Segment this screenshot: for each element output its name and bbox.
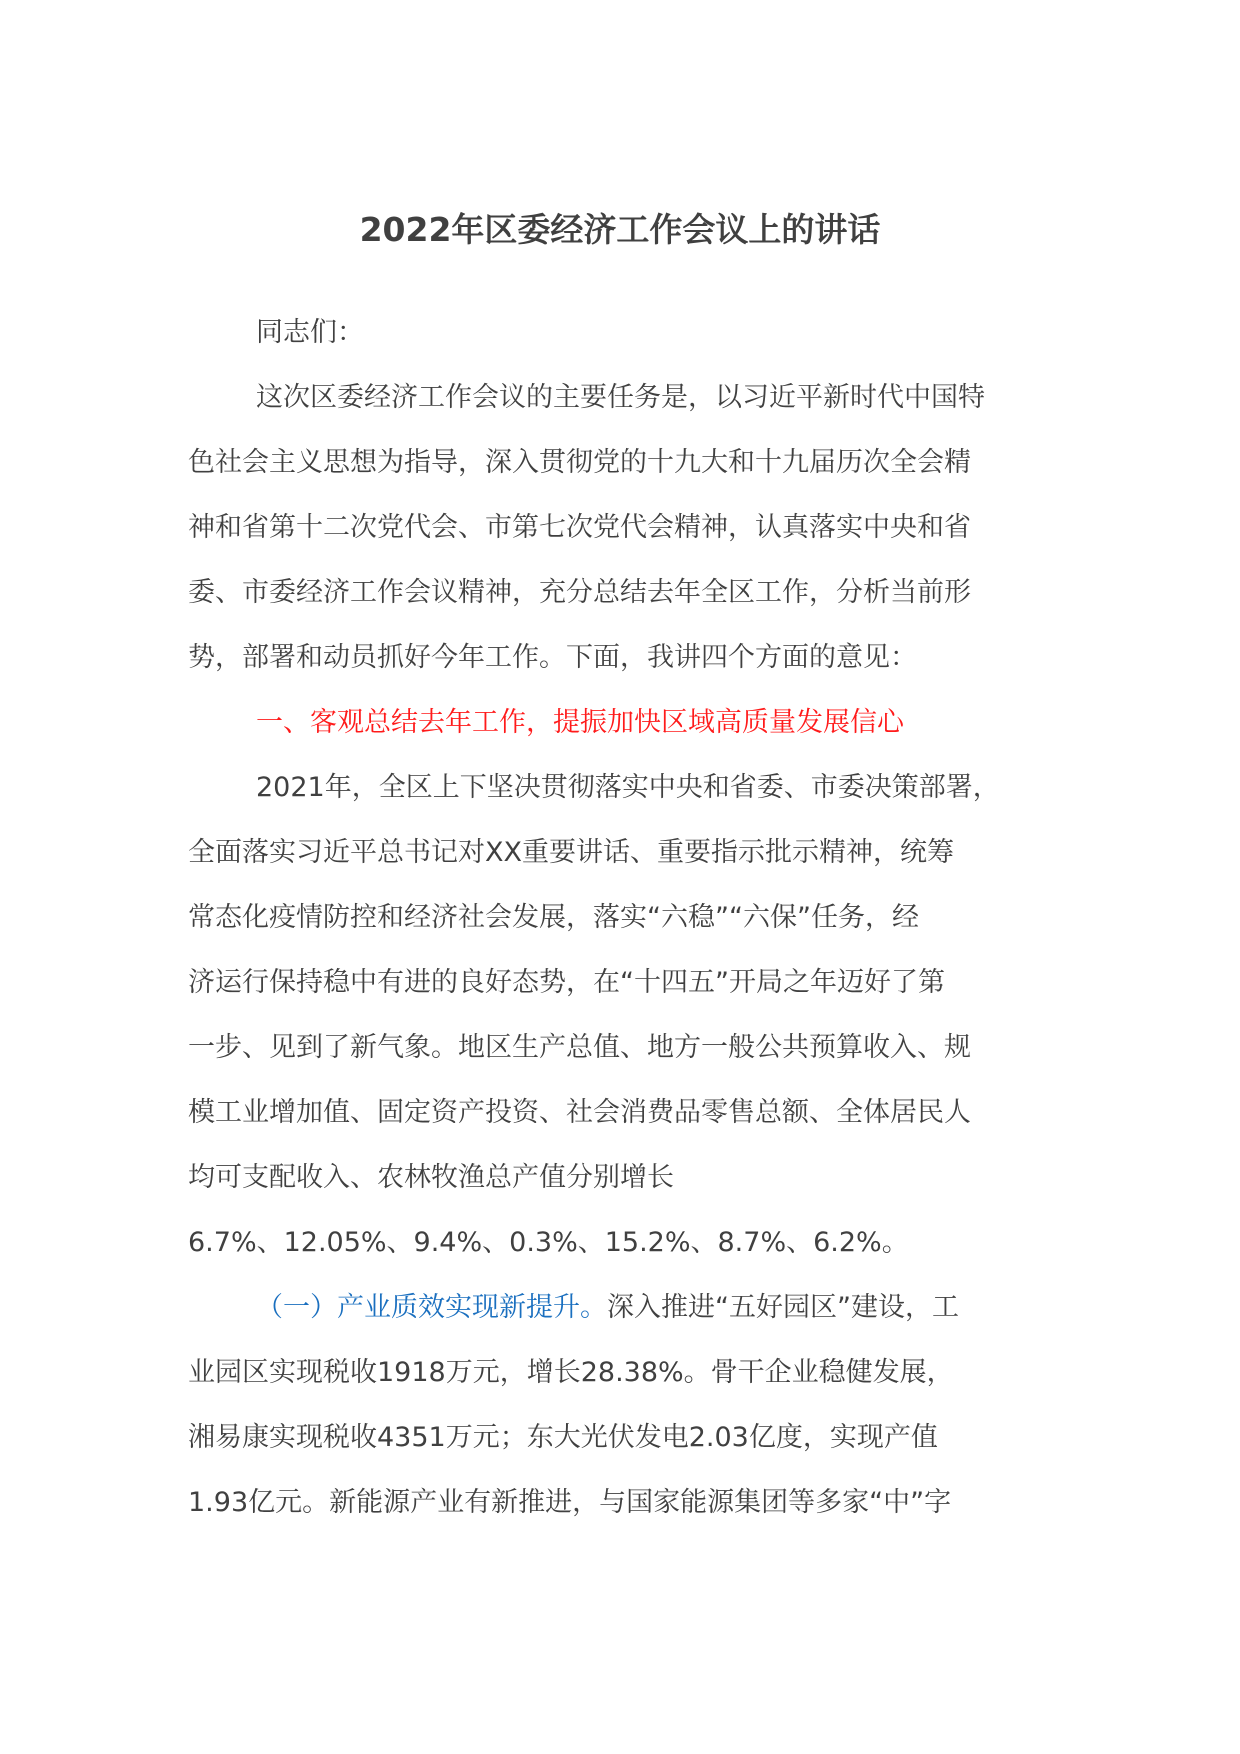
intro-line: 神和省第十二次党代会、市第七次党代会精神，认真落实中央和省 — [188, 512, 971, 543]
subsection-line: 湘易康实现税收4351万元；东大光伏发电2.03亿度，实现产值 — [188, 1422, 938, 1453]
subsection-first-line — [188, 1275, 1060, 1340]
section-line: 2021年，全区上下坚决贯彻落实中央和省委、市委决策部署， — [256, 772, 1000, 803]
section-heading: 一、客观总结去年工作，提振加快区域高质量发展信心 — [256, 707, 904, 738]
subsection-line: 1.93亿元。新能源产业有新推进，与国家能源集团等多家“中”字 — [188, 1487, 952, 1518]
subsection-line: 业园区实现税收1918万元，增长28.38%。骨干企业稳健发展， — [188, 1357, 954, 1388]
salutation: 同志们： — [256, 317, 364, 348]
document-title: 2022年区委经济工作会议上的讲话 — [359, 210, 881, 249]
section-line: 济运行保持稳中有进的良好态势，在“十四五”开局之年迈好了第 — [188, 967, 945, 998]
intro-line: 这次区委经济工作会议的主要任务是，以习近平新时代中国特 — [256, 382, 985, 413]
section-line: 全面落实习近平总书记对XX重要讲话、重要指示批示精神，统筹 — [188, 837, 954, 868]
section-line: 均可支配收入、农林牧渔总产值分别增长 — [188, 1162, 674, 1193]
section-line: 6.7%、12.05%、9.4%、0.3%、15.2%、8.7%、6.2%。 — [188, 1227, 909, 1258]
section-line: 一步、见到了新气象。地区生产总值、地方一般公共预算收入、规 — [188, 1032, 971, 1063]
document-body — [188, 300, 1060, 1535]
intro-line: 色社会主义思想为指导，深入贯彻党的十九大和十九届历次全会精 — [188, 447, 971, 478]
intro-line: 势，部署和动员抓好今年工作。下面，我讲四个方面的意见： — [188, 642, 917, 673]
section-line: 常态化疫情防控和经济社会发展，落实“六稳”“六保”任务，经 — [188, 902, 919, 933]
subsection-heading: （一）产业质效实现新提升。 — [256, 1292, 607, 1323]
intro-line: 委、市委经济工作会议精神，充分总结去年全区工作，分析当前形 — [188, 577, 971, 608]
subsection-text: 深入推进“五好园区”建设，工 — [607, 1292, 959, 1323]
section-line: 模工业增加值、固定资产投资、社会消费品零售总额、全体居民人 — [188, 1097, 971, 1128]
